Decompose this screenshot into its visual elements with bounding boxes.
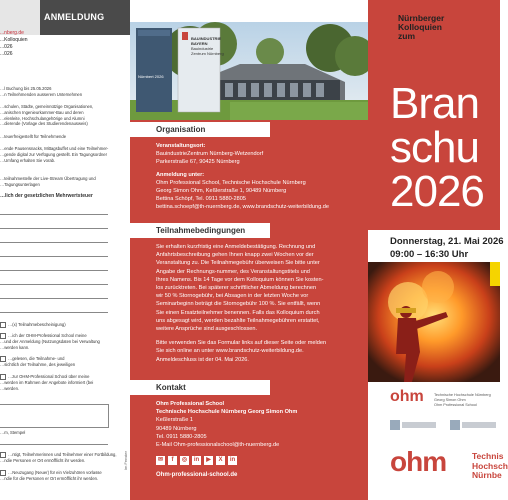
cover-title-year: 2026 [390, 167, 484, 216]
x-icon[interactable]: X [216, 456, 225, 465]
services-text: …ende Pausensnacks, Mittagsbuffet und eine Teilnehmer- …gende digital zur Verfügung gestellt. Ein Tagungsordner …Umfang erhalten Sie vorab. [0, 146, 109, 163]
form-field-line[interactable] [0, 228, 108, 229]
contact-email-link[interactable]: bettina.schoepf@th-nuernberg.de, www.brandschutz-weiterbildung.de [156, 204, 329, 211]
privacy-consent[interactable]: …ich der OHM-Professional School meine …und der Anmeldung (Nutzungsdaten bei Verwaltung …werden kann. [0, 333, 100, 350]
organisation-text: Veranstaltungsort: BauindustrieZentrum Nürnberg-Wetzendorf Parkerstraße 67, 90425 Nürnberg Anmeldung unter: Ohm Professional School, Technische Hochschule Nürnberg Georg Simon Ohm, Keßlerstraße 1, 90489 Nürnberg Bettina Schöpf, Tel. 0911 5880-2805 bettina.schoepf@th-nuernberg.de, www.brandschutz-weiterbildung.de [156, 142, 361, 212]
form-field-line[interactable] [0, 312, 108, 313]
footnote-2: …Neuzugang (Neuer) für ein Vielzuhören vorlasse …ndie für die Personen er Ort ermöfflicht ihr werden. [0, 470, 102, 481]
form-field-line[interactable] [0, 284, 108, 285]
cover-title-line-2: schu [390, 123, 479, 172]
kontakt-header: Kontakt [130, 380, 270, 395]
divider [0, 444, 108, 445]
livestream-text: …teilnahmestelle der Live-Stream Übertragung und …Tagungsunterlagen [0, 176, 96, 187]
xing-icon[interactable]: in [229, 457, 236, 463]
event-time: 09:00 – 16:30 Uhr [390, 249, 469, 260]
social-icons [156, 456, 237, 465]
sign-label: Nürnbert 2026 [138, 74, 164, 79]
teilnahme-text: Sie erhalten kurzfristig eine Anmeldebestätigung. Rechnung und Anfahrtsbeschreibung gehen Ihnen knapp zwei Wochen vor der Veranstaltung zu. Die Teilnahmegebühr überweisen Sie bitte unter Angabe der Rechnungs-nummer, des Veranstaltungstitels und Ihres Namens. Bis 14 Tage vor dem Kolloquium können Sie kosten- los zurücktreten. Bei späterer schriftlicher Abmeldung berechnen wir 50 % Stornogebühr, bei Absagen in der letzten Woche vor Seminarbeginn beträgt die Stornogebühr 100 %. Sie entfällt, wenn Sie einen Ersatzteilnehmer benennen. Falls das Kolloquium durch uns abgesagt wird, werden bezahlte Teilnahmegebühren erstattet, weitere Ansprüche sind ausgeschlossen. Bitte verwenden Sie das Formular links auf dieser Seite oder melden Sie sich online an unter www.brandschutz-weiterbildung.de. Anmeldeschluss ist der 04. Mai 2026. [156, 244, 327, 363]
registration-title: ANMELDUNG [44, 12, 105, 22]
ohm-logo-large-subtitle: Technis Hochsch Nürnbe [472, 451, 508, 480]
youtube-icon[interactable]: ▶ [204, 456, 213, 465]
cover-title-line-1: Bran [390, 79, 479, 128]
vat-note: …lich der gesetzlichen Mehrwertsteuer [0, 193, 93, 199]
linkedin-icon[interactable]: in [193, 457, 200, 463]
instagram-icon[interactable]: ◎ [181, 457, 188, 463]
mail-icon[interactable]: ✉ [157, 457, 164, 463]
registration-form-panel [0, 0, 130, 500]
sign-text: BAUINDUSTRIE BAYERN Bauindustrie Zentrum Nürnberg [191, 36, 224, 56]
reduced-fee-text: …schulen, Städte, gemeinnützige Organisationen, …anischen Ingenieurkammer-Bau und deren …elenleite, Hochschulangehörige und Alumni …dierende (Vorlage des Studierendenausweis) [0, 104, 94, 127]
signature-box[interactable] [0, 404, 109, 428]
certificate-option[interactable]: …(x) Teilnahmebescheinigung) [0, 322, 128, 328]
top-margin [130, 0, 368, 22]
return-address: ...nberg.de ...Kolloquien ...026 ...026 [0, 30, 28, 57]
terms-consent[interactable]: …gelesen, die Teilnahme- und …sichtlich der Teilnahme, des jeweiligen [0, 356, 76, 367]
checkbox[interactable] [0, 322, 6, 328]
ohm-logo-subtitle: Technische Hochschule Nürnberg Georg Simon Ohm Ohm Professional School [434, 393, 491, 407]
website-link[interactable]: Ohm-professional-school.de [156, 472, 238, 478]
info-panel [130, 0, 368, 500]
partner-logos [390, 418, 500, 430]
form-field-line[interactable] [0, 214, 108, 215]
organisation-header: Organisation [130, 122, 270, 137]
footnote-1: …ntigt, Teilnehmerinnen und Teilnehmer einer Fortbildung, …ndie Personen er Ort ermöfflicht ihr werden. [0, 452, 117, 463]
newsletter-consent[interactable]: …zur OHM-Professional School über meine …werden im Rahmen der Angebote informiert (bei …werden. [0, 374, 94, 391]
ohm-logo: ohm [390, 388, 424, 405]
event-date: Donnerstag, 21. Mai 2026 [390, 236, 504, 247]
venue-photo [130, 22, 368, 120]
facebook-icon[interactable]: f [168, 456, 177, 465]
ohm-logo-large: ohm [390, 446, 447, 477]
firefighter-photo [368, 262, 500, 382]
cover-panel [368, 0, 508, 500]
early-booking-text: …l Buchung bis 25.05.2026 …n Teilnehmenden ausserem Unternehmen [0, 86, 83, 97]
kontakt-text: Ohm Professional School Technische Hochschule Nürnberg Georg Simon Ohm Keßlerstraße 1 90489 Nürnberg Tel. 0911 5880-2805 E-Mail Ohm-professionalschool@th-nuernberg.de [156, 400, 361, 449]
series-label: Nürnberger Kolloquien zum [398, 13, 445, 41]
tax-free-text: …teuerfreigestellt für Teilnehmende [0, 134, 67, 139]
teilnahme-header: Teilnahmebedingungen [130, 223, 270, 238]
fold-label: Im Fenster [123, 450, 128, 470]
form-field-line[interactable] [0, 298, 108, 299]
form-field-line[interactable] [0, 270, 108, 271]
kontakt-email-link[interactable]: E-Mail Ohm-professionalschool@th-nuernberg.de [156, 442, 280, 449]
form-field-line[interactable] [0, 256, 108, 257]
form-field-line[interactable] [0, 242, 108, 243]
signature-label: …m, Stempel [0, 430, 26, 435]
